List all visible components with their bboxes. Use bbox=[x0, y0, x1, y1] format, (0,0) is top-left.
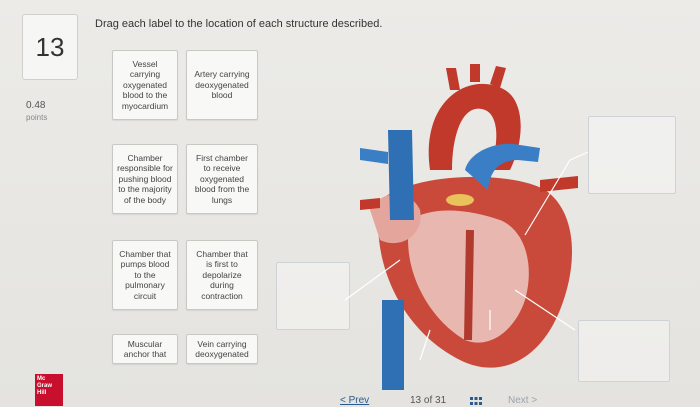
grid-icon[interactable] bbox=[470, 397, 482, 405]
leader-line bbox=[570, 152, 588, 160]
drag-label-right-atrium[interactable] bbox=[186, 240, 258, 310]
septum-shape bbox=[468, 230, 470, 340]
drag-label-text: Muscular anchor that bbox=[123, 338, 167, 359]
points-label: points bbox=[26, 113, 48, 122]
drag-label-coronary-artery[interactable] bbox=[112, 50, 178, 120]
drag-label-text: First chamber to receive oxygenated blood from the lungs bbox=[194, 152, 250, 205]
drop-target-1[interactable] bbox=[588, 116, 676, 194]
question-number: 13 bbox=[35, 31, 65, 62]
instruction-text: Drag each label to the location of each structure described. bbox=[95, 18, 383, 30]
inferior-vena-cava-shape bbox=[382, 300, 404, 390]
brachiocephalic-artery-shape bbox=[446, 68, 460, 90]
subclavian-artery-shape bbox=[490, 66, 506, 88]
superior-vena-cava-shape bbox=[388, 130, 414, 220]
epicardial-fat-shape bbox=[446, 194, 474, 206]
drop-target-2[interactable] bbox=[276, 262, 350, 330]
drag-label-text: Chamber that pumps blood to the pulmonary circuit bbox=[119, 248, 171, 301]
drag-label-left-atrium[interactable] bbox=[186, 144, 258, 214]
next-button[interactable]: Next > bbox=[508, 395, 538, 406]
pulmonary-artery-left-shape bbox=[360, 148, 388, 164]
drag-label-text: Artery carrying deoxygenated blood bbox=[194, 69, 250, 101]
drag-label-left-ventricle[interactable] bbox=[112, 144, 178, 214]
question-number-box bbox=[22, 14, 78, 80]
drag-label-text: Vessel carrying oxygenated blood to the myocardium bbox=[121, 58, 169, 111]
publisher-logo: Mc Graw Hill bbox=[35, 374, 63, 406]
drag-label-text: Chamber that is first to depolarize during contraction bbox=[196, 248, 248, 301]
drag-label-vena-cava[interactable] bbox=[186, 334, 258, 364]
drag-label-text: Chamber responsible for pushing blood to the majority of the body bbox=[117, 152, 173, 205]
prev-button[interactable]: < Prev bbox=[340, 395, 370, 406]
points-info bbox=[26, 100, 47, 124]
drag-label-right-ventricle[interactable] bbox=[112, 240, 178, 310]
drag-label-pulmonary-artery[interactable] bbox=[186, 50, 258, 120]
pulmonary-vein-right-shape bbox=[360, 198, 380, 210]
page-indicator[interactable]: 13 of 31 bbox=[410, 395, 447, 406]
carotid-artery-shape bbox=[470, 64, 480, 82]
drag-label-papillary-muscle[interactable] bbox=[112, 334, 178, 364]
heart-diagram bbox=[340, 60, 600, 390]
drag-label-text: Vein carrying deoxygenated bbox=[195, 338, 249, 359]
points-value: 0.48 bbox=[26, 100, 46, 111]
